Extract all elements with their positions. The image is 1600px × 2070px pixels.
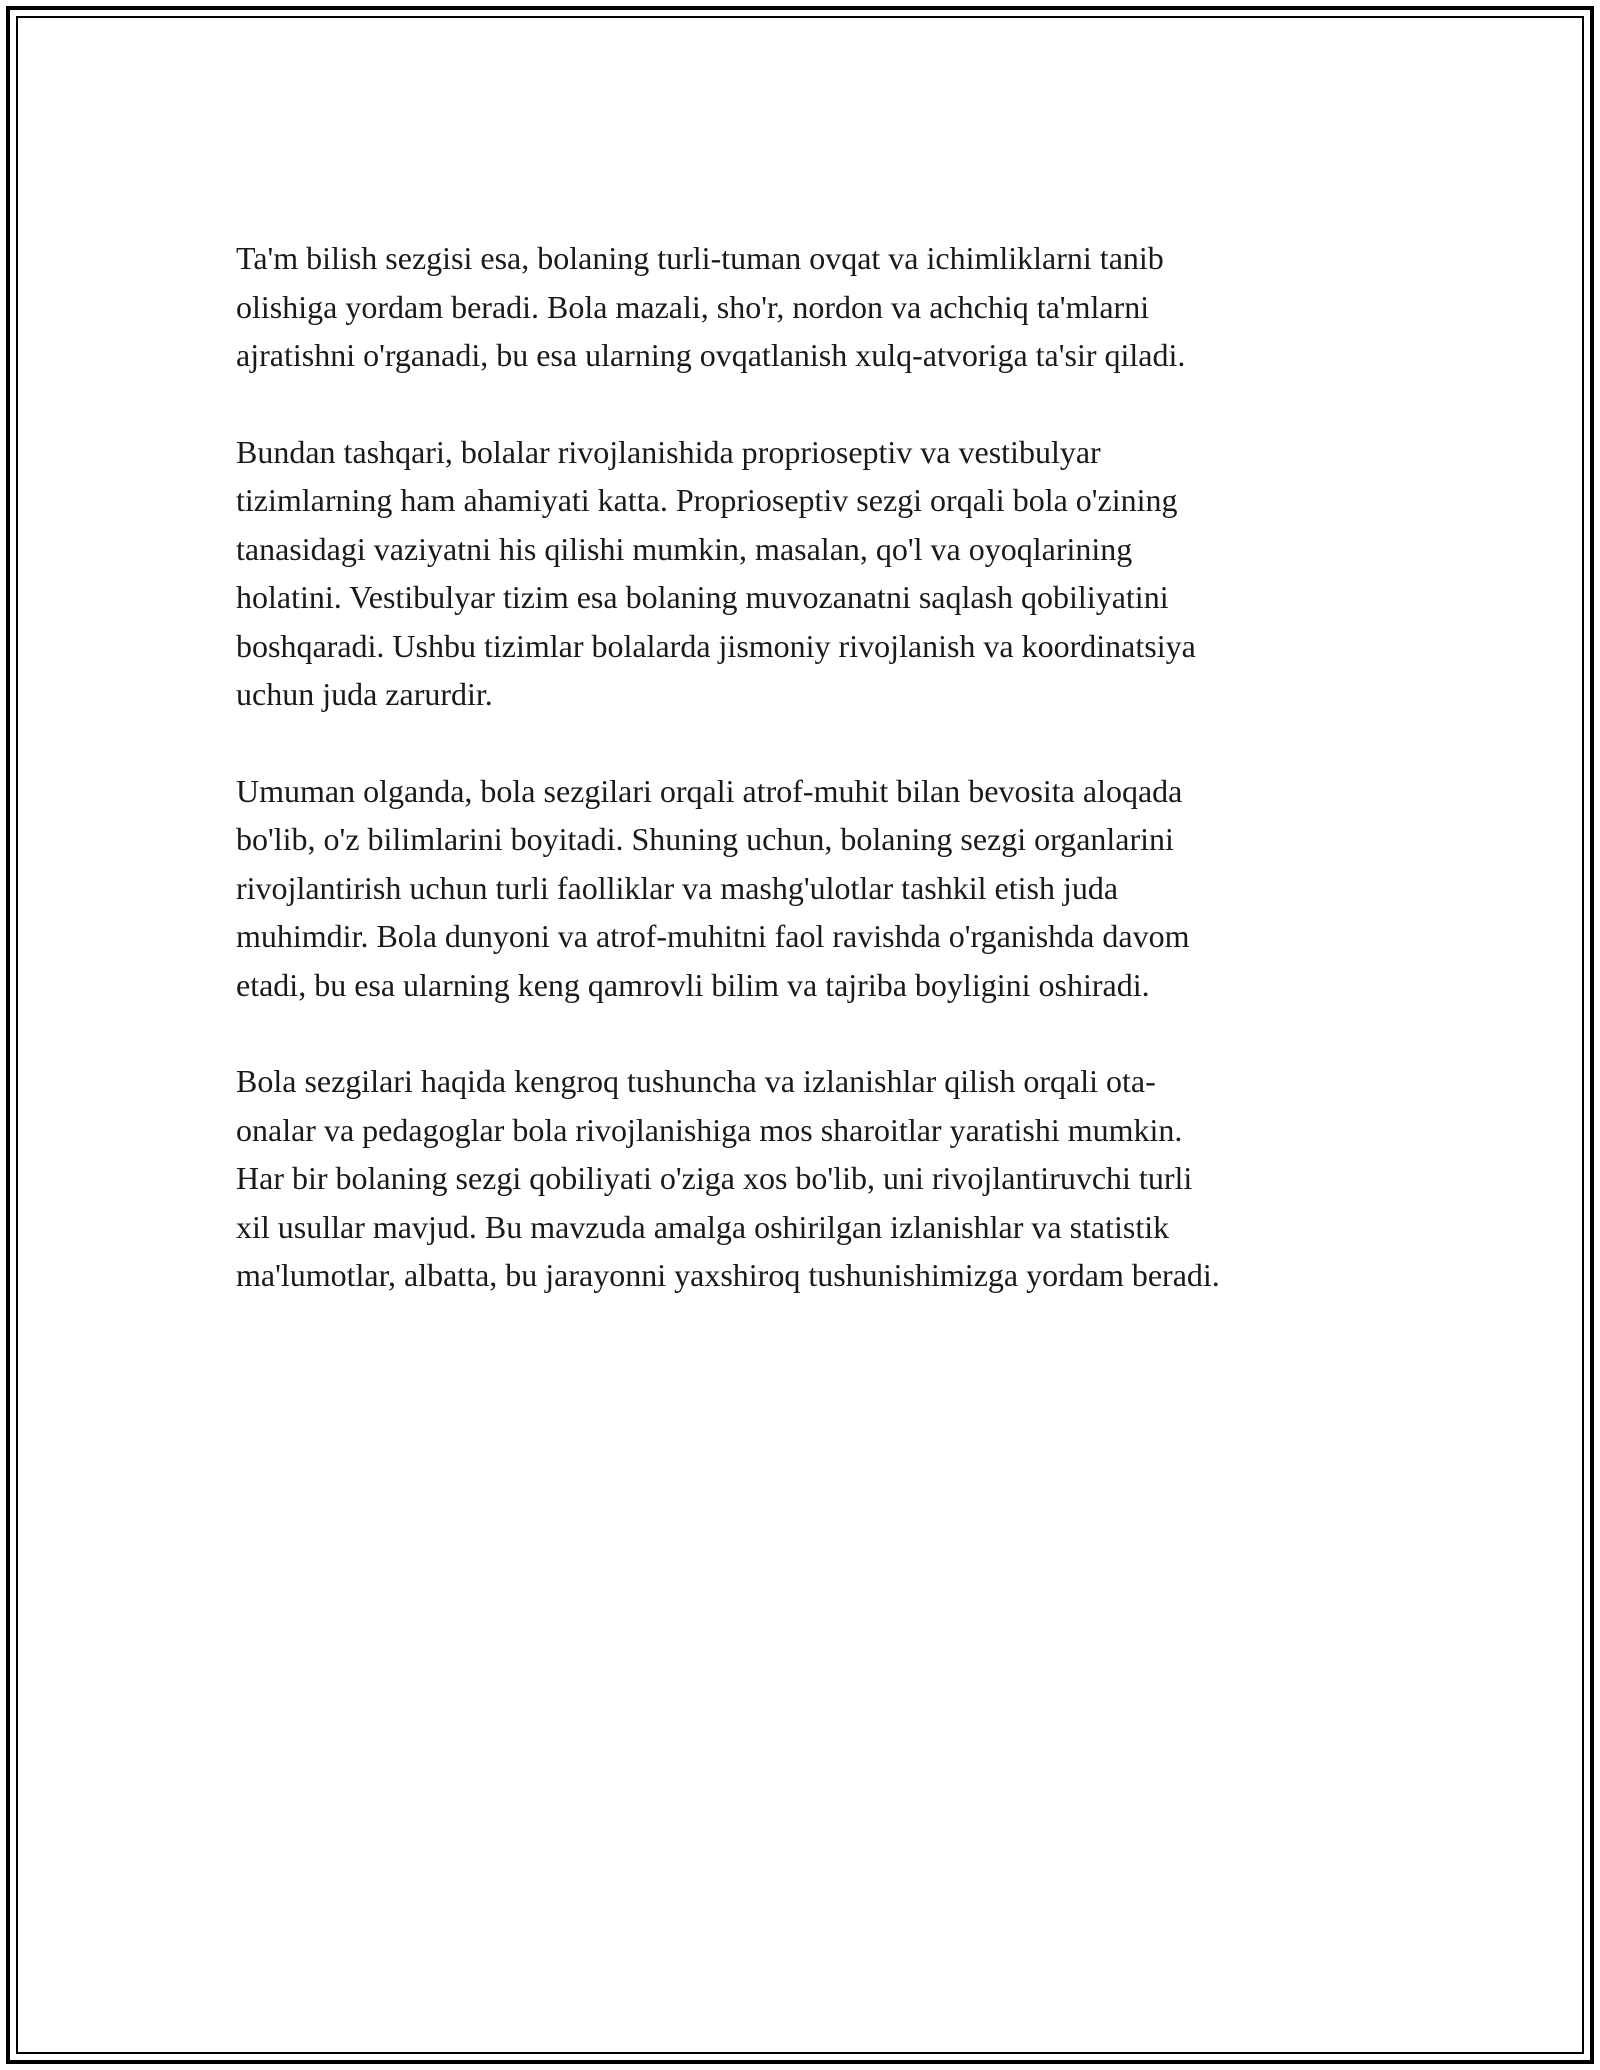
document-body [236, 234, 1396, 1348]
paragraph-general-summary: Umuman olganda, bola sezgilari orqali atrof-muhit bilan bevosita aloqada bo'lib, o'z bilimlarini boyitadi. Shuning uchun, bolaning sezgi organlarini rivojlantirish uchun turli faolliklar va mashg'ulotlar tashkil etish juda muhimdir. Bola dunyoni va atrof-muhitni faol ravishda o'rganishda davom etadi, bu esa ularning keng qamrovli bilim va tajriba boyligini oshiradi. [236, 772, 1190, 1003]
paragraph-research-conclusion: Bola sezgilari haqida kengroq tushuncha va izlanishlar qilish orqali ota- onalar va pedagoglar bola rivojlanishiga mos sharoitlar yaratishi mumkin. Har bir bolaning sezgi qobiliyati o'ziga xos bo'lib, uni rivojlantiruvchi turli xil usullar mavjud. Bu mavzuda amalga oshirilgan izlanishlar va statistik ma'lumotlar, albatta, bu jarayonni yaxshiroq tushunishimizga yordam beradi. [236, 1063, 1220, 1293]
paragraph-proprioceptive-vestibular: Bundan tashqari, bolalar rivojlanishida proprioseptiv va vestibulyar tizimlarning ham ahamiyati katta. Proprioseptiv sezgi orqali bola o'zining tanasidagi vaziyatni his qilishi mumkin, masalan, qo'l va oyoqlarining holatini. Vestibulyar tizim esa bolaning muvozanatni saqlash qobiliyatini boshqaradi. Ushbu tizimlar bolalarda jismoniy rivojlanish va koordinatsiya uchun juda zarurdir. [236, 433, 1196, 712]
paragraph-taste-sense: Ta'm bilish sezgisi esa, bolaning turli-tuman ovqat va ichimliklarni tanib olishiga yordam beradi. Bola mazali, sho'r, nordon va achchiq ta'mlarni ajratishni o'rganadi, bu esa ularning ovqatlanish xulq-atvoriga ta'sir qiladi. [236, 240, 1186, 373]
